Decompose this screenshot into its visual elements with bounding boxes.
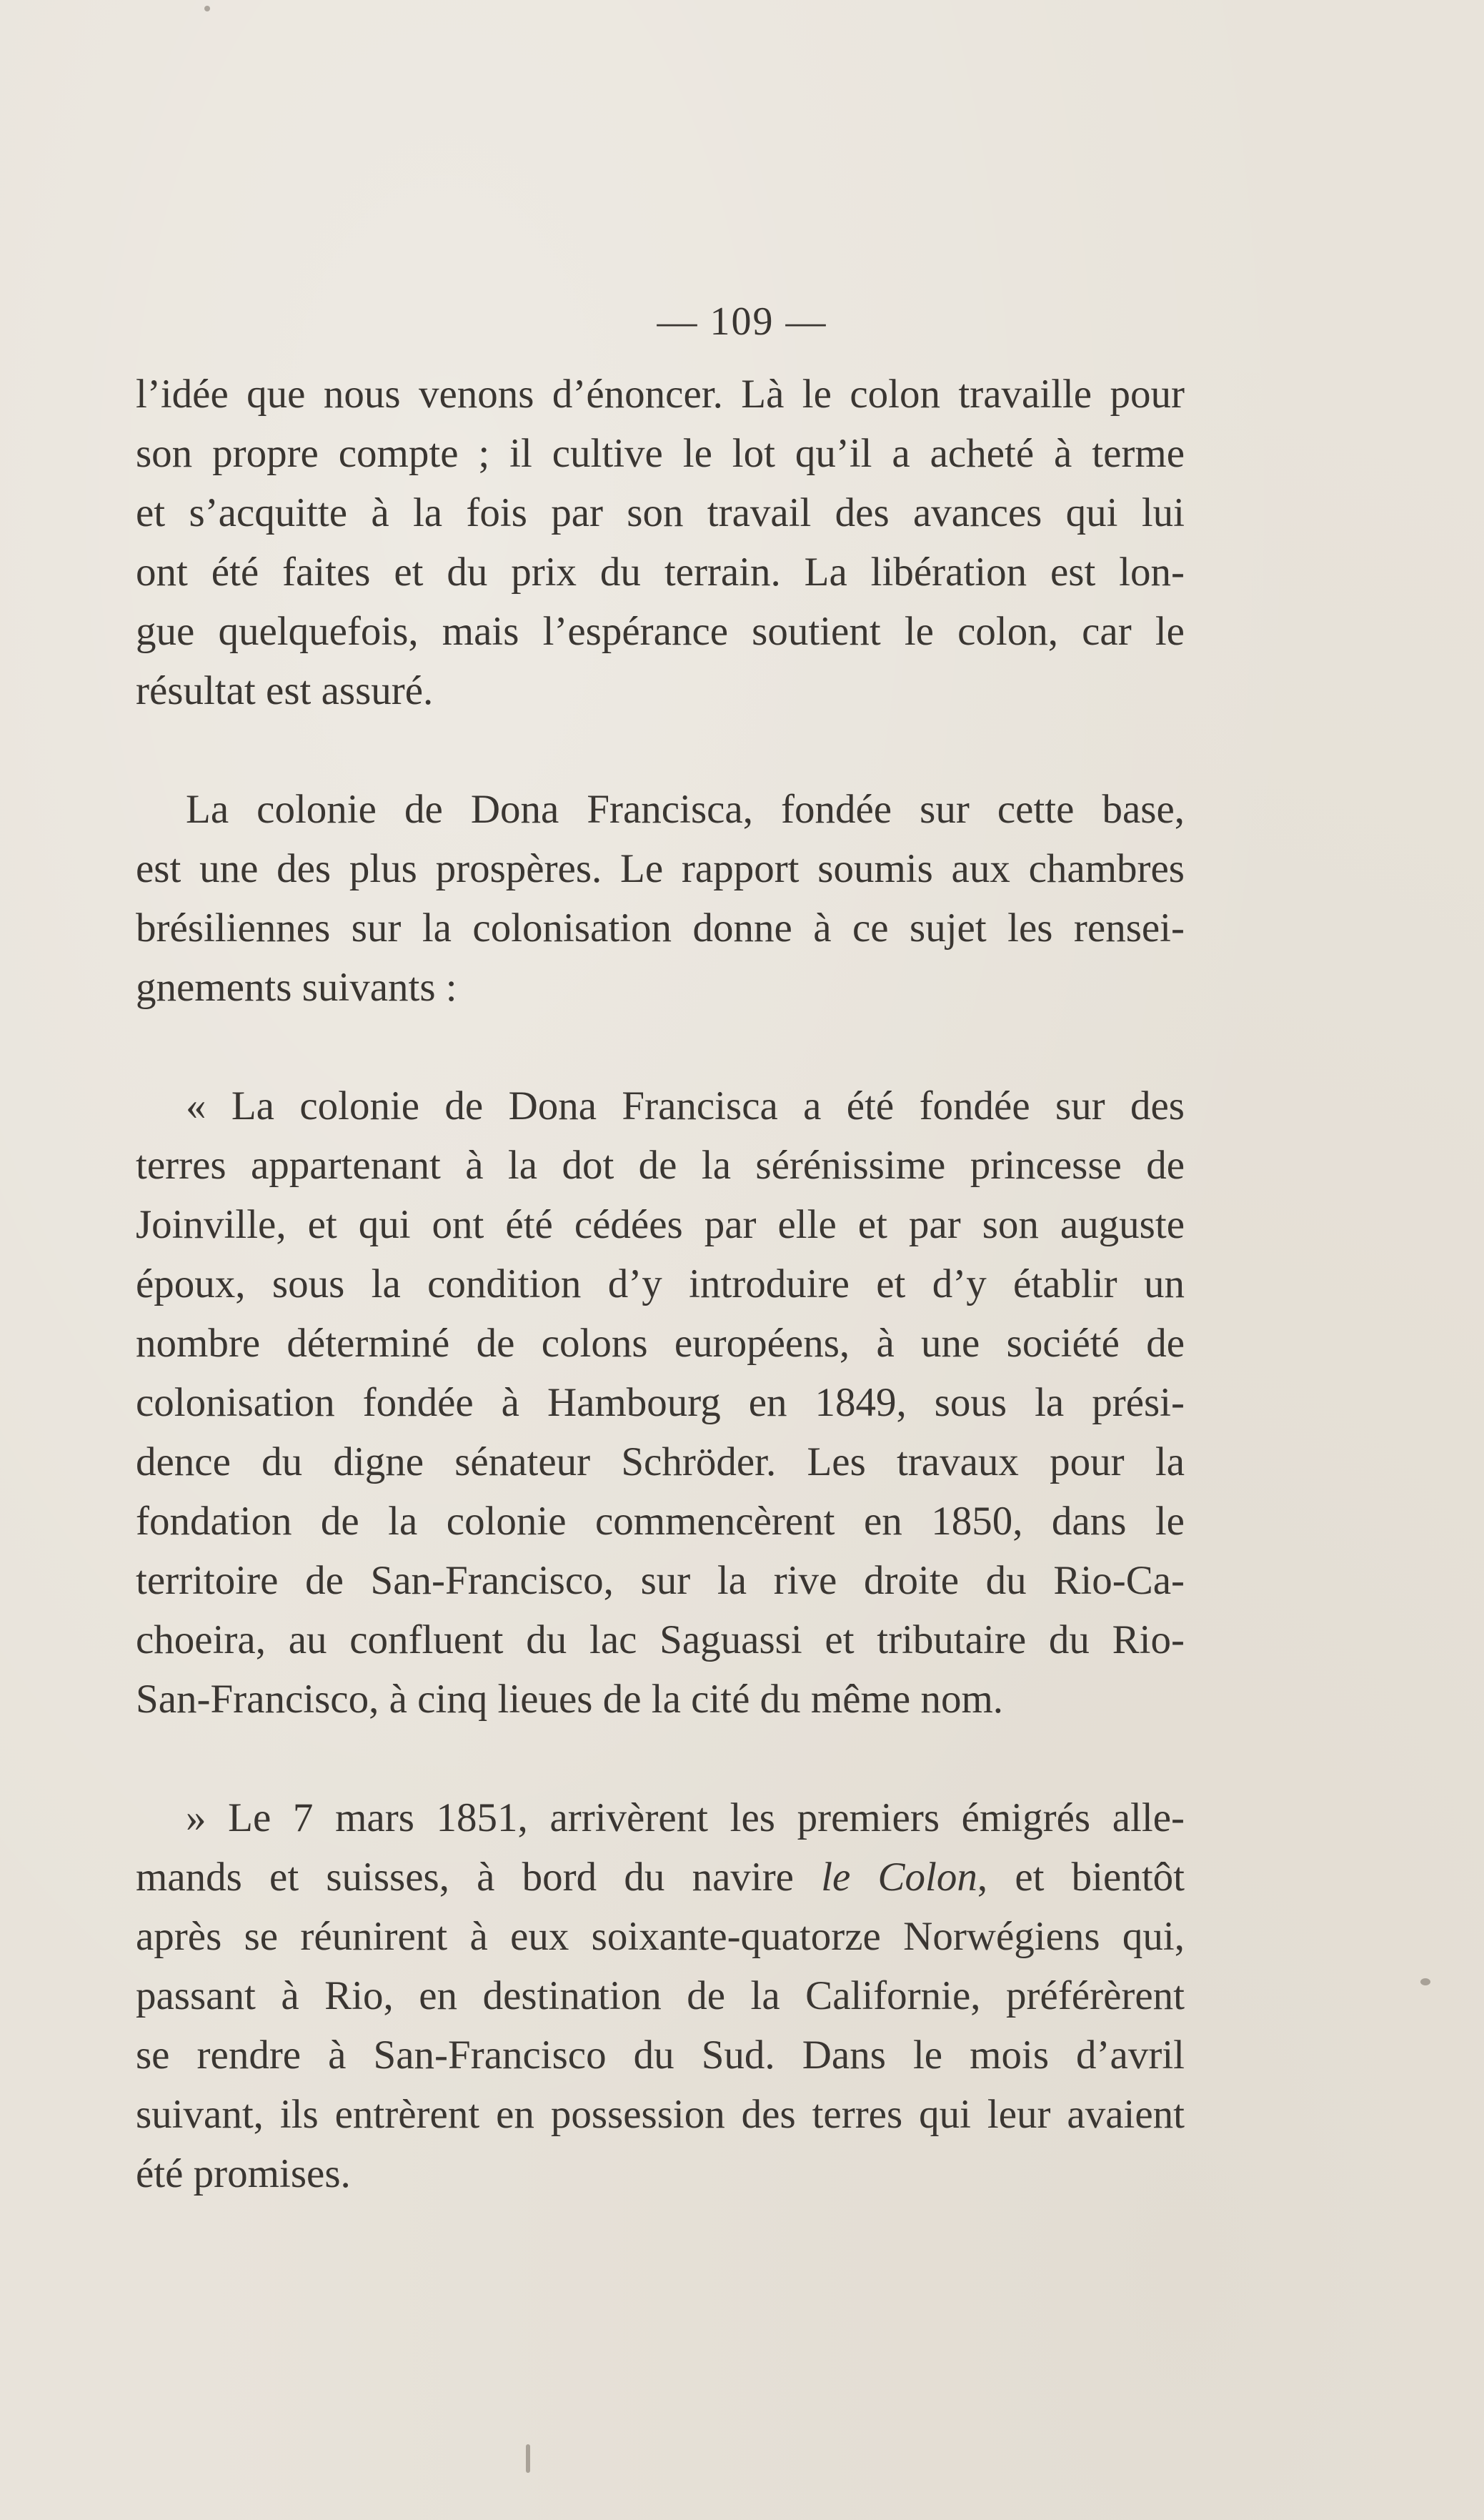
- text-line: gue quelquefois, mais l’espérance soutient le colon, car le: [136, 609, 1185, 654]
- paper-speck: [526, 2444, 530, 2473]
- text-line: terres appartenant à la dot de la sérénissime princesse de: [136, 1143, 1185, 1188]
- paragraph-3: [136, 1076, 1185, 1729]
- paragraph-2: [136, 780, 1185, 1017]
- text-line: l’idée que nous venons d’énoncer. Là le colon travaille pour: [136, 372, 1185, 417]
- text-segment: mands et suisses, à bord du navire: [136, 1855, 794, 1900]
- text-line: ont été faites et du prix du terrain. La libération est lon-: [136, 550, 1185, 595]
- text-line: se rendre à San-Francisco du Sud. Dans le mois d’avril: [136, 2033, 1185, 2078]
- text-line: époux, sous la condition d’y introduire et d’y établir un: [136, 1261, 1185, 1306]
- text-line: « La colonie de Dona Francisca a été fondée sur des: [186, 1083, 1185, 1128]
- text-line: résultat est assuré.: [136, 668, 434, 713]
- text-line: choeira, au confluent du lac Saguassi et tributaire du Rio-: [136, 1617, 1185, 1662]
- text-line: fondation de la colonie commencèrent en 1850, dans le: [136, 1499, 1185, 1544]
- ship-name-italic: le Colon: [821, 1855, 977, 1900]
- text-line: passant à Rio, en destination de la Californie, préférèrent: [136, 1973, 1185, 2018]
- text-line: gnements suivants :: [136, 965, 457, 1010]
- text-line: et s’acquitte à la fois par son travail des avances qui lui: [136, 490, 1185, 535]
- text-line: dence du digne sénateur Schröder. Les travaux pour la: [136, 1439, 1185, 1484]
- paragraph-4: [136, 1788, 1185, 2203]
- paper-speck: [1420, 1978, 1430, 1985]
- page-number: — 109 —: [657, 299, 827, 344]
- text-line: été promises.: [136, 2151, 351, 2196]
- text-line: » Le 7 mars 1851, arrivèrent les premiers émigrés alle-: [186, 1795, 1185, 1840]
- text-line: est une des plus prospères. Le rapport soumis aux chambres: [136, 846, 1185, 891]
- paragraph-1: [136, 364, 1185, 720]
- text-segment: , et bientôt: [977, 1855, 1185, 1900]
- text-line: après se réunirent à eux soixante-quatorze Norwégiens qui,: [136, 1914, 1185, 1959]
- text-line: Joinville, et qui ont été cédées par elle et par son auguste: [136, 1202, 1185, 1247]
- text-line: La colonie de Dona Francisca, fondée sur cette base,: [186, 787, 1185, 832]
- text-line-with-italic: [136, 1847, 1185, 1907]
- text-line: territoire de San-Francisco, sur la rive droite du Rio-Ca-: [136, 1558, 1185, 1603]
- body-text: [136, 364, 1185, 2203]
- text-line: brésiliennes sur la colonisation donne à ce sujet les rensei-: [136, 906, 1185, 951]
- text-line: colonisation fondée à Hambourg en 1849, sous la prési-: [136, 1380, 1185, 1425]
- paper-speck: [204, 6, 210, 11]
- text-line: suivant, ils entrèrent en possession des terres qui leur avaient: [136, 2092, 1185, 2137]
- text-line: nombre déterminé de colons européens, à une société de: [136, 1321, 1185, 1366]
- text-line: son propre compte ; il cultive le lot qu’il a acheté à terme: [136, 431, 1185, 476]
- text-line: San-Francisco, à cinq lieues de la cité du même nom.: [136, 1677, 1004, 1722]
